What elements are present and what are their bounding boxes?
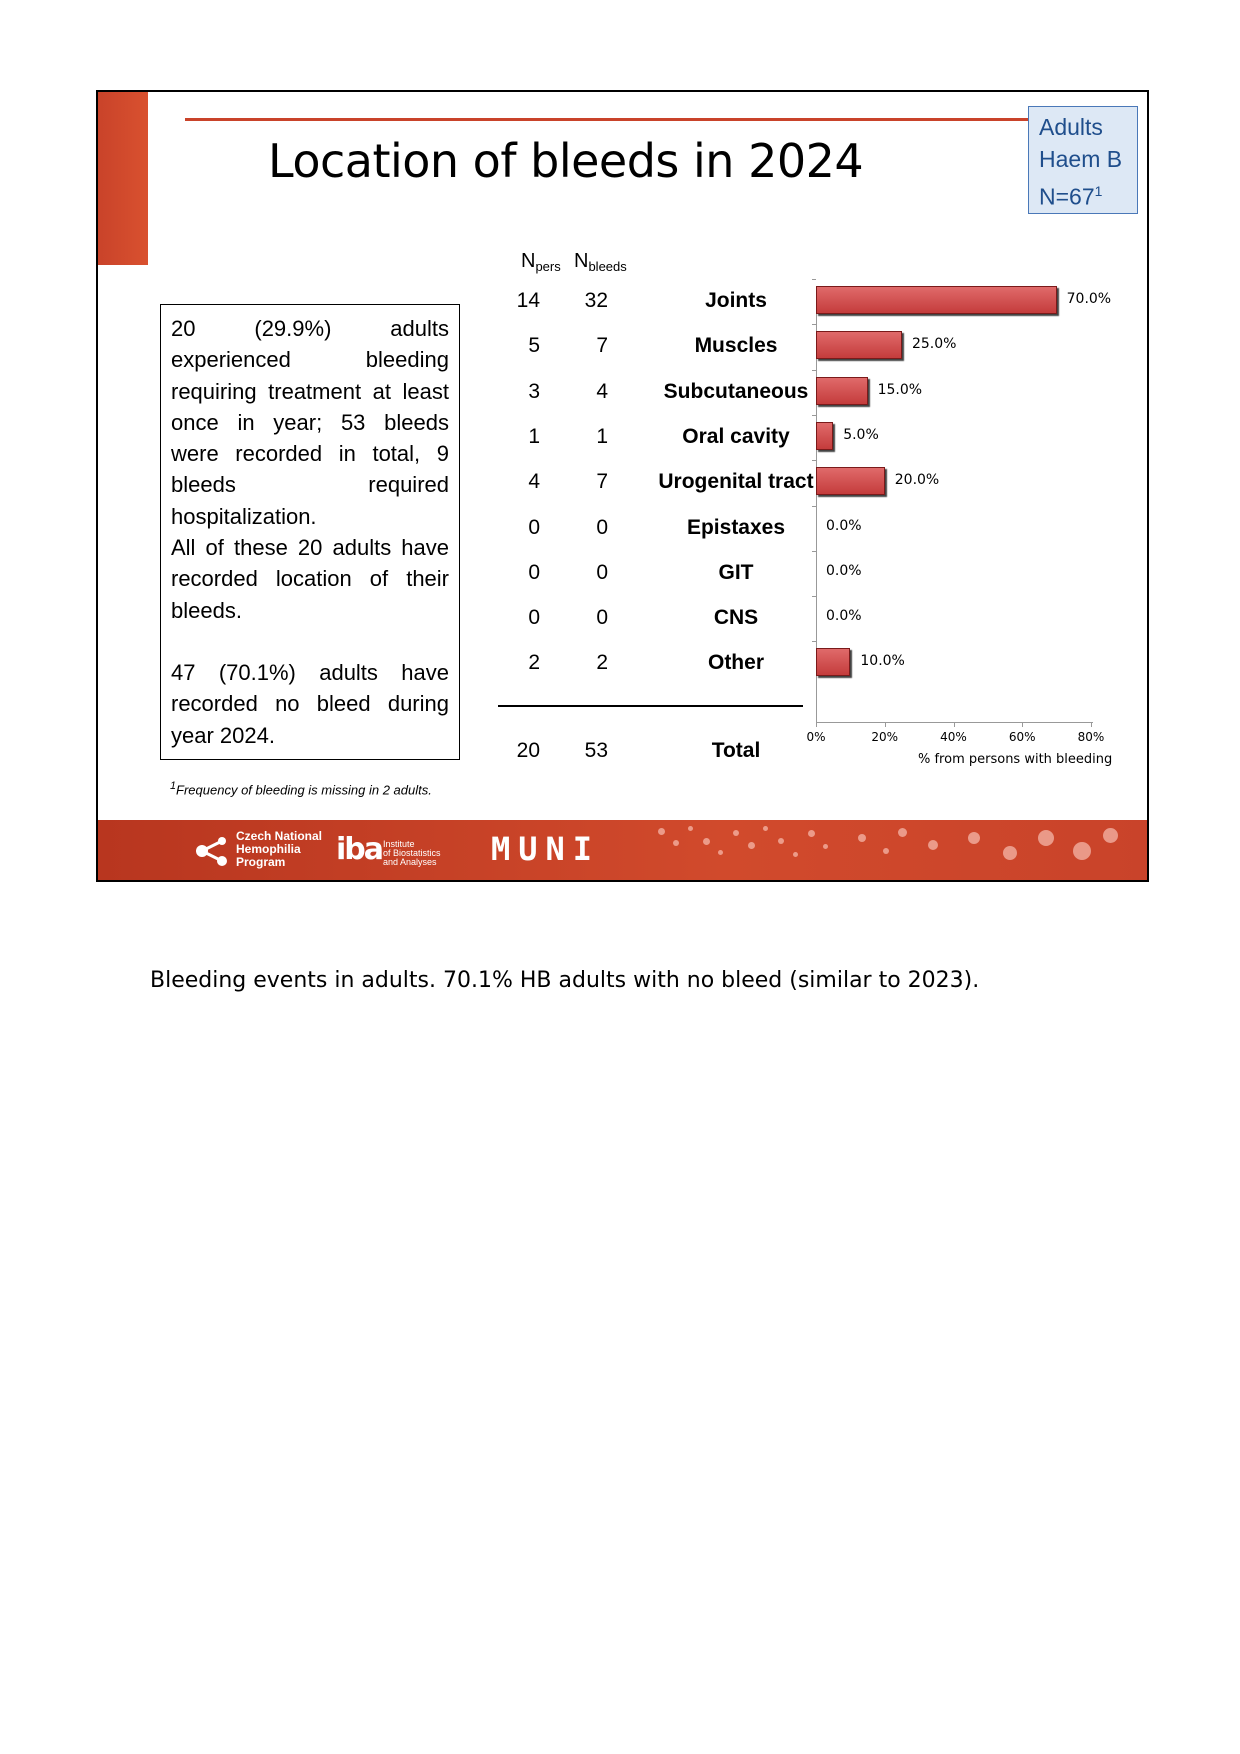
- chart-x-axis: [816, 722, 1093, 723]
- decor-dot: [793, 852, 798, 857]
- decor-dot: [898, 828, 907, 837]
- row-nbleeds: 4: [596, 379, 608, 403]
- table-row: [98, 512, 798, 542]
- bar-value-label: 70.0%: [1066, 291, 1112, 307]
- bar-value-label: 0.0%: [826, 562, 862, 579]
- decor-dot: [733, 830, 739, 836]
- summary-paragraph-2: All of these 20 adults have recorded location of their bleeds.: [171, 535, 449, 623]
- row-nbleeds: 1: [596, 424, 608, 448]
- total-pers: 20: [516, 739, 540, 762]
- page-caption: Bleeding events in adults. 70.1% HB adults with no bleed (similar to 2023).: [150, 968, 980, 993]
- y-tick: [812, 370, 816, 371]
- row-nbleeds: 2: [596, 651, 608, 675]
- bar-value-label: 15.0%: [877, 381, 923, 398]
- table-row: [98, 647, 798, 677]
- bar-value-label: 0.0%: [826, 517, 862, 534]
- table-row: [98, 285, 798, 315]
- row-npers: 3: [528, 379, 540, 403]
- y-tick: [812, 324, 816, 325]
- bar-value-label: 20.0%: [894, 472, 940, 489]
- iba-logo-text: Institute of Biostatistics and Analyses: [383, 839, 441, 867]
- row-npers: 0: [528, 606, 540, 630]
- decor-dot: [778, 838, 784, 844]
- row-location: Subcutaneous: [663, 379, 809, 403]
- cnhp-logo: Czech National Hemophilia Program: [196, 830, 322, 869]
- x-axis-label: % from persons with bleeding: [918, 752, 1113, 767]
- bar-value-label: 25.0%: [911, 336, 957, 353]
- x-tick: [885, 722, 886, 727]
- table-row: [98, 557, 798, 587]
- table-row: [98, 376, 809, 406]
- bar-value-label: 0.0%: [826, 608, 862, 625]
- summary-paragraph-3: 47 (70.1%) adults have recorded no bleed during year 2024.: [171, 659, 449, 748]
- row-location: CNS: [713, 606, 759, 630]
- row-location: GIT: [718, 560, 754, 584]
- y-tick: [812, 279, 816, 280]
- cnhp-molecule-icon: [196, 836, 230, 866]
- bar: [816, 377, 868, 405]
- y-tick: [812, 641, 816, 642]
- decor-dot: [823, 844, 828, 849]
- summary-paragraph-1: 20 (29.9%) adults experienced bleeding requiring treatment at least once in year; 53 bleeds were recorded in total, 9 bleeds required hospitalization.: [171, 316, 449, 529]
- x-tick-label: 40%: [940, 730, 967, 744]
- slide-title: Location of bleeds in 2024: [268, 134, 864, 188]
- y-tick: [812, 551, 816, 552]
- row-nbleeds: 0: [596, 606, 608, 630]
- bar-value-label: 5.0%: [843, 426, 879, 443]
- decor-dot: [928, 840, 938, 850]
- bar: [816, 467, 885, 495]
- row-npers: 4: [528, 470, 540, 494]
- decor-dot: [718, 850, 723, 855]
- row-npers: 0: [528, 560, 540, 584]
- x-tick-label: 60%: [1008, 730, 1036, 744]
- header-npers: $N_{pers}$: [521, 250, 561, 274]
- cohort-info-box: [1028, 106, 1138, 214]
- row-npers: 14: [516, 289, 540, 312]
- decor-dot: [1073, 842, 1091, 860]
- decor-dot: [673, 840, 679, 846]
- x-tick: [816, 722, 817, 727]
- decor-dot: [658, 828, 665, 835]
- decor-dot: [703, 838, 710, 845]
- row-location: Oral cavity: [682, 424, 790, 448]
- bar: [816, 422, 833, 450]
- decor-dot: [968, 832, 980, 844]
- title-rule: [185, 118, 1085, 121]
- y-tick: [812, 460, 816, 461]
- decor-dot: [808, 830, 815, 837]
- row-nbleeds: 0: [596, 560, 608, 584]
- total-label: Total: [711, 739, 761, 762]
- row-location: Muscles: [694, 334, 778, 358]
- total-separator: [498, 705, 803, 707]
- muni-logo: MUNI: [491, 830, 601, 868]
- row-npers: 1: [528, 424, 540, 448]
- cohort-line-1: Adults: [1039, 114, 1103, 140]
- decor-dot: [1038, 830, 1054, 846]
- x-tick: [1091, 722, 1092, 727]
- x-tick-label: 20%: [871, 730, 899, 744]
- decor-dot: [1103, 828, 1118, 843]
- decor-dot: [748, 842, 755, 849]
- row-location: Urogenital tract: [658, 470, 814, 494]
- x-tick-label: 80%: [1077, 730, 1105, 744]
- row-location: Joints: [705, 289, 767, 312]
- row-npers: 2: [528, 651, 540, 675]
- bar: [816, 286, 1057, 314]
- bar: [816, 331, 902, 359]
- row-npers: 5: [528, 334, 540, 358]
- footnote: $^1$Frequency of bleeding is missing in 2 adults.: [170, 780, 432, 798]
- table-row: [98, 330, 798, 360]
- cohort-line-2: Haem B: [1039, 146, 1123, 172]
- x-tick: [1022, 722, 1023, 727]
- accent-block: [98, 92, 148, 265]
- y-tick: [812, 506, 816, 507]
- row-location: Other: [707, 651, 764, 675]
- decor-dot: [883, 848, 889, 854]
- decor-dot: [858, 834, 866, 842]
- slide: [96, 90, 1149, 882]
- decor-dot: [1003, 846, 1017, 860]
- footer-band: [98, 820, 1147, 880]
- x-tick-label: 0%: [806, 730, 826, 744]
- bar-value-label: 10.0%: [860, 653, 905, 670]
- decor-dot: [688, 826, 693, 831]
- row-nbleeds: 0: [596, 515, 608, 539]
- row-nbleeds: 32: [584, 289, 608, 312]
- decor-dot: [763, 826, 768, 831]
- row-location: Epistaxes: [686, 515, 786, 539]
- x-tick: [954, 722, 955, 727]
- y-tick: [812, 415, 816, 416]
- cohort-line-3: $N=67^1$: [1039, 183, 1103, 210]
- table-row: [98, 602, 798, 632]
- iba-logo: iba: [336, 832, 383, 867]
- table-row: [98, 421, 798, 451]
- row-nbleeds: 7: [596, 334, 608, 358]
- header-nbleeds: $N_{bleeds}$: [574, 250, 627, 274]
- bar: [816, 648, 850, 676]
- row-npers: 0: [528, 515, 540, 539]
- total-row: [98, 735, 798, 765]
- row-nbleeds: 7: [596, 470, 608, 494]
- table-row: [98, 466, 814, 496]
- total-bleeds: 53: [584, 739, 608, 762]
- y-tick: [812, 596, 816, 597]
